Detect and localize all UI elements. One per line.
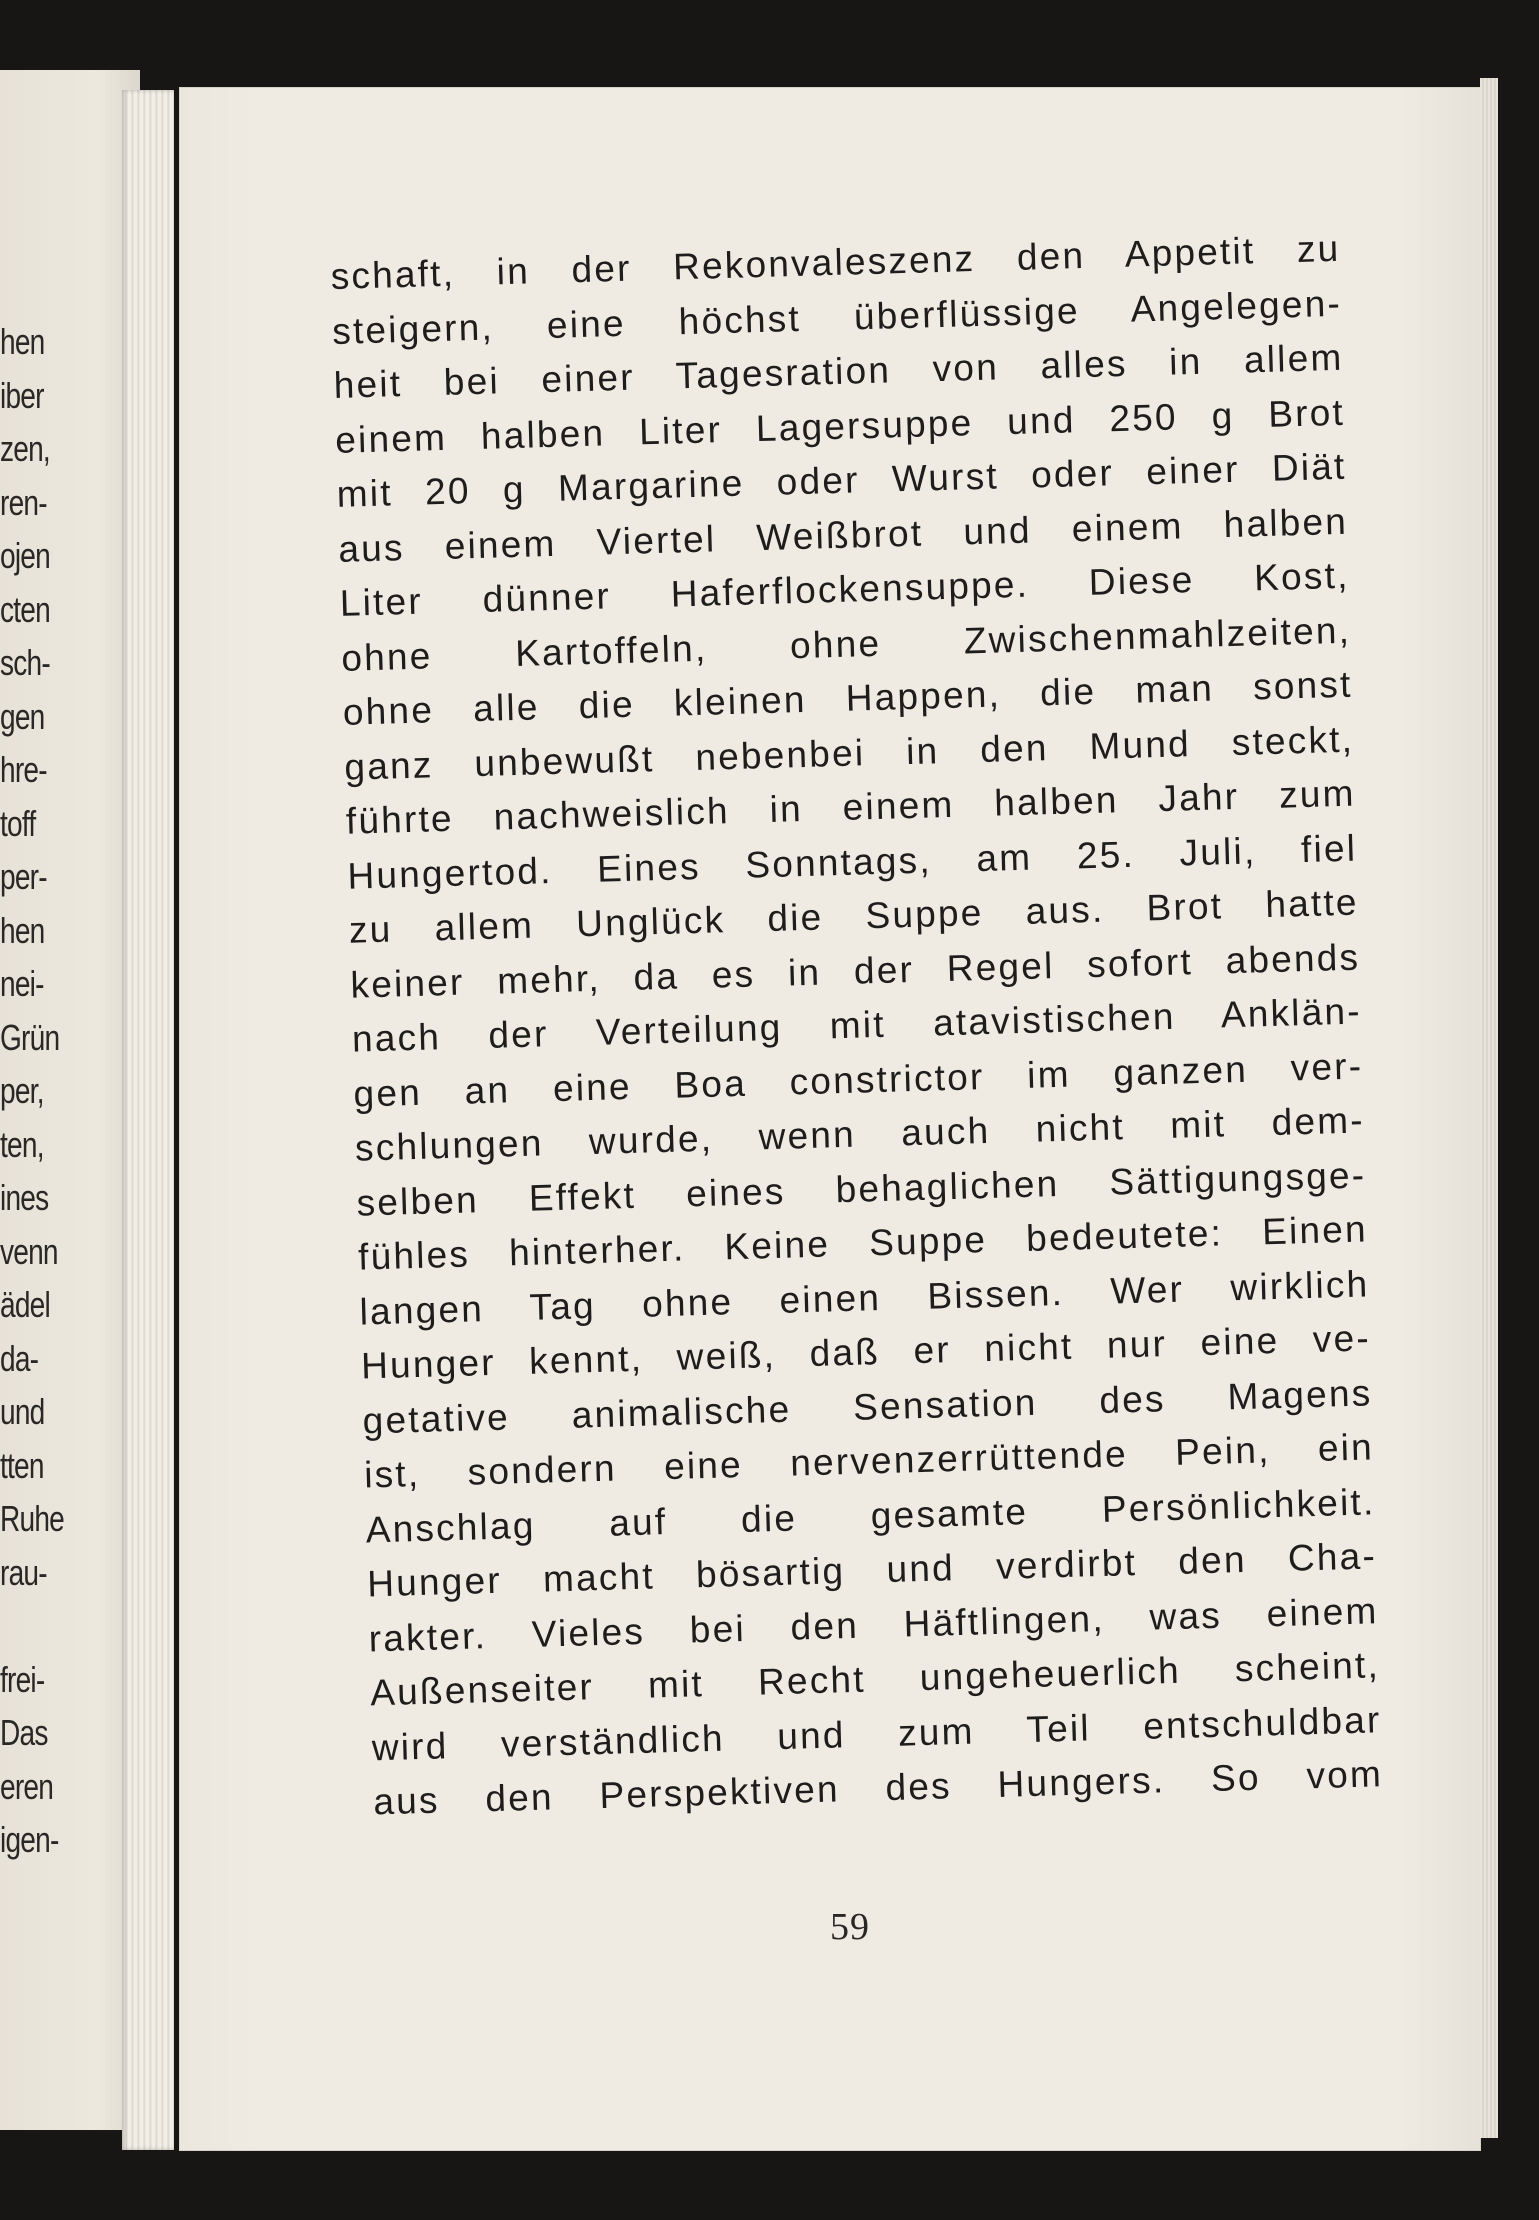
text-line: zu allem Unglück die Suppe aus. Brot hatte <box>348 881 1360 951</box>
text-line: ist, sondern eine nervenzerrüttende Pein, ein <box>363 1426 1375 1496</box>
left-text-fragment: und <box>0 1391 45 1432</box>
text-line: aus einem Viertel Weißbrot und einem halben <box>337 500 1349 570</box>
text-line: nach der Verteilung mit atavistischen Anklän- <box>351 990 1363 1060</box>
left-text-fragment: eren <box>0 1765 54 1807</box>
text-line: Liter dünner Haferflockensuppe. Diese Kost, <box>339 554 1351 624</box>
left-text-fragment: hen <box>0 909 45 951</box>
left-text-fragment: Ruhe <box>0 1498 65 1539</box>
left-text-fragment <box>0 1599 55 1653</box>
text-line: fühles hinterher. Keine Suppe bedeutete: Einen <box>357 1208 1369 1278</box>
text-line: keiner mehr, da es in der Regel sofort abends <box>349 936 1361 1006</box>
text-line: langen Tag ohne einen Bissen. Wer wirklich <box>359 1262 1370 1333</box>
text-line: schlungen wurde, wenn auch nicht mit dem- <box>354 1099 1366 1169</box>
text-line: getative animalische Sensation des Magens <box>362 1371 1373 1442</box>
text-line: ohne alle die kleinen Happen, die man sonst <box>342 663 1354 733</box>
text-line: Anschlag auf die gesamte Persönlichkeit. <box>365 1480 1376 1550</box>
text-line: aus den Perspektiven des Hungers. So vom <box>372 1753 1384 1823</box>
left-text-fragment: Grün <box>0 1016 60 1058</box>
left-text-fragment: frei- <box>0 1658 45 1700</box>
text-line: Hungertod. Eines Sonntags, am 25. Juli, fiel <box>346 827 1358 897</box>
page-body-text <box>330 222 1384 1830</box>
left-text-fragment: sch- <box>0 642 50 683</box>
text-line: heit bei einer Tagesration von alles in allem <box>333 336 1344 406</box>
text-line: selben Effekt eines behaglichen Sättigungsge- <box>356 1153 1367 1224</box>
left-text-fragment: hen <box>0 321 45 362</box>
text-line: schaft, in der Rekonvaleszenz den Appetit zu <box>330 227 1341 297</box>
text-line: gen an eine Boa constrictor im ganzen ver- <box>352 1044 1364 1115</box>
left-text-fragment: nei- <box>0 963 44 1004</box>
left-text-fragment: Das <box>0 1712 48 1753</box>
left-text-fragment: ten, <box>0 1123 44 1165</box>
left-text-fragment: ädel <box>0 1284 50 1325</box>
page-number: 59 <box>830 1906 870 1948</box>
left-text-fragment: toff <box>0 802 36 844</box>
left-text-fragment: da- <box>0 1337 39 1379</box>
left-text-fragment: ren- <box>0 481 47 523</box>
text-line: führte nachweislich in einem halben Jahr zum <box>345 772 1357 842</box>
left-text-fragment: rau- <box>0 1551 47 1593</box>
left-text-fragment: venn <box>0 1230 58 1272</box>
text-line: ohne Kartoffeln, ohne Zwischenmahlzeiten, <box>340 609 1352 679</box>
text-line: einem halben Liter Lagersuppe und 250 g Brot <box>334 391 1346 461</box>
text-line: wird verständlich und zum Teil entschuldbar <box>371 1698 1383 1768</box>
text-line: mit 20 g Margarine oder Wurst oder einer Diät <box>336 445 1348 515</box>
left-page-edges <box>122 90 174 2150</box>
left-text-fragment: ines <box>0 1177 49 1218</box>
left-text-fragment: tten <box>0 1444 44 1486</box>
left-text-fragment: zen, <box>0 428 50 469</box>
left-text-fragment: per- <box>0 856 47 897</box>
left-text-fragment: per, <box>0 1070 44 1111</box>
left-facing-page <box>0 70 140 2130</box>
left-text-fragment: cten <box>0 588 50 630</box>
left-text-fragment: igen- <box>0 1819 59 1860</box>
text-line: rakter. Vieles bei den Häftlingen, was einem <box>368 1589 1379 1659</box>
right-page-fore-edge <box>1480 78 1498 2138</box>
text-line: Außenseiter mit Recht ungeheuerlich scheint, <box>369 1644 1381 1714</box>
left-text-fragment: gen <box>0 695 45 737</box>
left-page-text-fragments <box>0 315 65 1867</box>
left-text-fragment: iber <box>0 374 44 416</box>
text-line: steigern, eine höchst überflüssige Angelegen- <box>331 282 1343 352</box>
left-text-fragment: hre- <box>0 749 47 790</box>
text-line: Hunger kennt, weiß, daß er nicht nur eine ve- <box>360 1317 1372 1387</box>
left-text-fragment: ojen <box>0 535 50 576</box>
text-line: Hunger macht bösartig und verdirbt den Cha- <box>366 1535 1378 1605</box>
text-line: ganz unbewußt nebenbei in den Mund steckt, <box>343 718 1355 788</box>
